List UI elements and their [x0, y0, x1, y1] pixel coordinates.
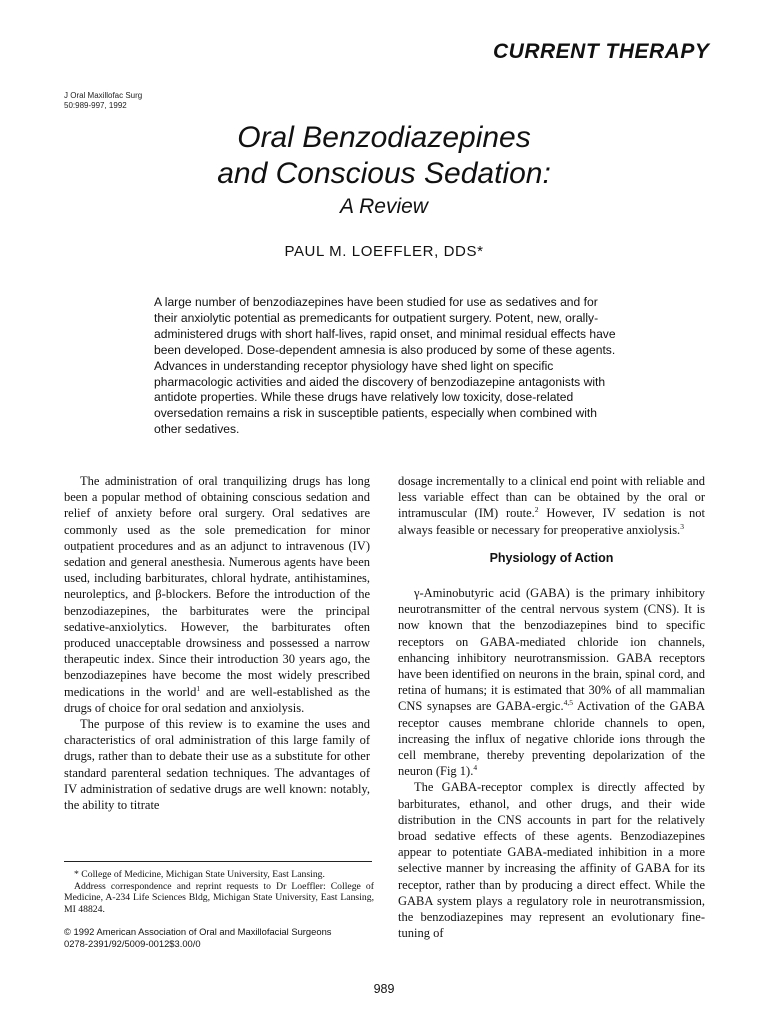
copyright-line: © 1992 American Association of Oral and Maxillofacial Surgeons	[64, 926, 332, 937]
title-line-1: Oral Benzodiazepines	[237, 121, 531, 154]
body-paragraph: The purpose of this review is to examine the uses and characteristics of oral administration of this large family of drugs, rather than to debate their use as a substitute for other standard parenteral sedation techniques. The advantages of IV administration of sedative drugs are well known: notably, the ability to titrate	[64, 717, 370, 813]
footnote-divider	[64, 861, 372, 862]
footnote-address: Address correspondence and reprint requests to Dr Loeffler: College of Medicine, A-234 Life Sciences Bldg, Michigan State University, East Lansing, MI 48824.	[64, 880, 374, 915]
issn-line: 0278-2391/92/5009-0012$3.00/0	[64, 938, 201, 950]
article-title	[120, 120, 648, 192]
reference-marker: 1	[196, 683, 201, 693]
section-banner: CURRENT THERAPY	[493, 40, 710, 63]
body-column-left	[64, 473, 370, 813]
title-line-2: and Conscious Sedation:	[217, 157, 551, 190]
reference-marker: 4,5	[563, 698, 573, 708]
author-footnote	[64, 869, 374, 915]
journal-citation	[64, 91, 204, 111]
page-number: 989	[373, 982, 395, 996]
copyright-notice	[64, 926, 374, 951]
body-column-right	[398, 473, 705, 941]
citation-volume: 50:989-997, 1992	[64, 101, 127, 110]
body-paragraph: dosage incrementally to a clinical end point with reliable and less variable effect than can be obtained by the oral or intramuscular (IM) route.$^2$ However, IV sedation is not always feasible or necessary for preoperative anxiolysis.$^3$	[398, 474, 705, 537]
body-paragraph: The GABA-receptor complex is directly affected by barbiturates, ethanol, and other drugs, and their wide distribution in the CNS accounts in part for the relatively broad sedative effects of these agents. Benzodiazepines appear to potentiate GABA-mediated inhibition in a more selective manner by increasing the affinity of GABA for its receptor, rather than by producing a direct effect. While the GABA system plays a regulatory role in neurotransmission, the benzodiazepines may represent an evolutionary fine-tuning of	[398, 780, 705, 941]
author-byline: PAUL M. LOEFFLER, DDS*	[284, 243, 484, 260]
reference-marker: 3	[680, 521, 684, 531]
article-subtitle: A Review	[340, 195, 428, 218]
footnote-affiliation: * College of Medicine, Michigan State University, East Lansing.	[74, 869, 325, 880]
abstract: A large number of benzodiazepines have been studied for use as sedatives and for their anxiolytic potential as premedicants for outpatient surgery. Potent, new, orally-administered drugs with short half-lives, rapid onset, and minimal residual effects have been developed. Dose-dependent amnesia is also produced by some of these agents. Advances in understanding receptor physiology have shed light on specific pharmacologic activities and aided the discovery of benzodiazepine antagonists with antidote properties. While these drugs have relatively low toxicity, dose-related oversedation remains a risk in susceptible patients, especially when combined with other sedatives.	[154, 295, 616, 437]
body-paragraph: γ-Aminobutyric acid (GABA) is the primary inhibitory neurotransmitter of the central nervous system (CNS). It is now known that the benzodiazepines bind to specific receptors on GABA-mediated chloride ion channels, enhancing inhibitory neurotransmission. GABA receptors have been identified on neurons in the brain, spinal cord, and retina of humans; it is estimated that 30% of all mammalian CNS synapses are GABA-ergic.$^{4,5}$ Activation of the GABA receptor causes membrane chloride channels to open, increasing the influx of negative chloride ions through the cell membrane, thereby preventing depolarization of the neuron (Fig 1).$^4$	[398, 586, 705, 779]
section-heading: Physiology of Action	[489, 550, 614, 565]
body-paragraph: The administration of oral tranquilizing drugs has long been a popular method of obtaining conscious sedation and relief of anxiety before oral surgery. Oral sedatives are commonly used as the sole premedication for minor outpatient procedures and as an adjunct to intravenous (IV) sedation and general anesthesia. Numerous agents have been used, including barbiturates, chloral hydrate, antihistamines, neuroleptics, and β-blockers. Before the introduction of the benzodiazepines, the barbiturates were the principal sedative-anxiolytics. However, the barbiturates often produced unacceptable drowsiness and possessed a narrow therapeutic index. Since their introduction 30 years ago, the benzodiazepines have become the most widely prescribed medications in the world$^1$ and are well-established as the drugs of choice for oral sedation and anxiolysis.	[64, 474, 370, 715]
citation-journal: J Oral Maxillofac Surg	[64, 91, 143, 100]
reference-marker: 4	[473, 763, 478, 773]
reference-marker: 2	[534, 505, 539, 515]
